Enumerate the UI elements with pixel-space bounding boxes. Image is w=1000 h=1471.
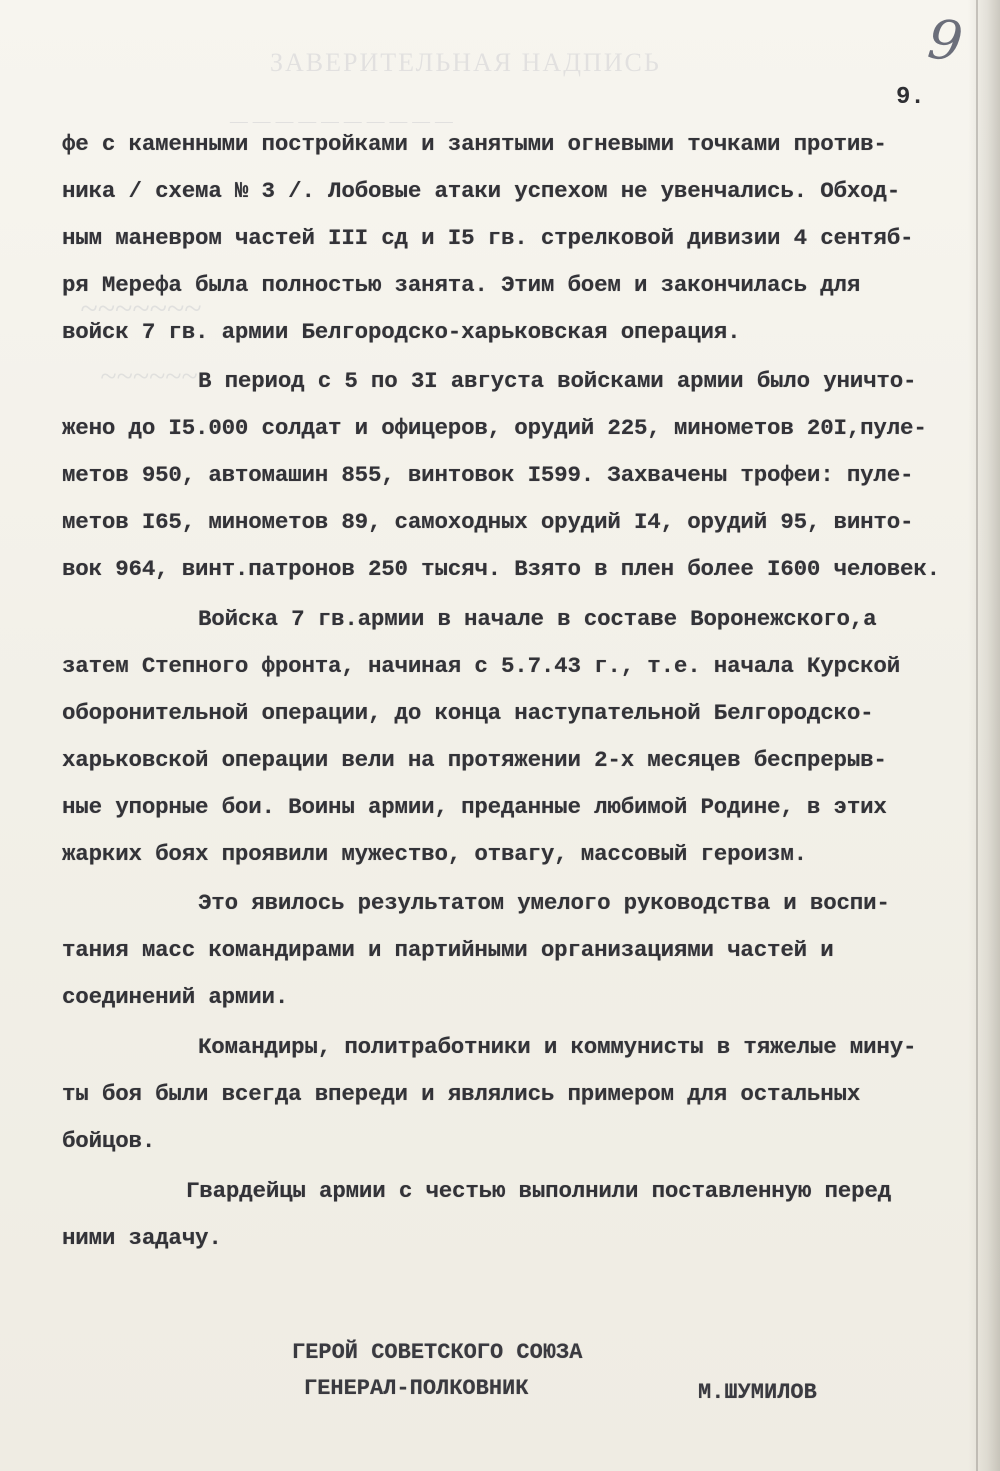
bleedthrough-line: — — — — — — — — — — — [230, 110, 453, 132]
signature-title-line1: ГЕРОЙ СОВЕТСКОГО СОЮЗА — [292, 1340, 583, 1365]
text-line: ника / схема № 3 /. Лобовые атаки успехом не увенчались. Обход- — [62, 178, 901, 204]
text-line: ные упорные бои. Воины армии, преданные любимой Родине, в этих — [62, 794, 887, 820]
text-line: войск 7 гв. армии Белгородско-харьковская операция. — [62, 319, 741, 345]
text-line: фе с каменными постройками и занятыми огневыми точками против- — [62, 131, 887, 157]
page-edge-shadow — [968, 0, 1000, 1471]
text-line: тания масс командирами и партийными организациями частей и — [62, 937, 834, 963]
text-line: жарких боях проявили мужество, отвагу, массовый героизм. — [62, 841, 807, 867]
signature-name: М.ШУМИЛОВ — [698, 1380, 817, 1405]
bleedthrough-handwriting: ~~~~~~ — [100, 360, 198, 393]
bleedthrough-stamp-title: ЗАВЕРИТЕЛЬНАЯ НАДПИСЬ — [270, 48, 661, 77]
signature-title-line2: ГЕНЕРАЛ-ПОЛКОВНИК — [304, 1376, 529, 1401]
text-line: Командиры, политработники и коммунисты в тяжелые мину- — [198, 1034, 917, 1060]
page-edge-line — [976, 0, 978, 1471]
text-line: метов 950, автомашин 855, винтовок I599. Захвачены трофеи: пуле- — [62, 462, 914, 488]
bleedthrough-handwriting: ~~~~~~~ — [80, 290, 202, 326]
text-line: метов I65, минометов 89, самоходных орудий I4, орудий 95, винто- — [62, 509, 914, 535]
text-line: оборонительной операции, до конца наступательной Белгородско- — [62, 700, 874, 726]
text-line: ря Мерефа была полностью занята. Этим боем и закончилась для — [62, 272, 861, 298]
text-line: Гвардейцы армии с честью выполнили поставленную перед — [186, 1178, 892, 1204]
text-line: затем Степного фронта, начиная с 5.7.43 г., т.е. начала Курской — [62, 653, 901, 679]
text-line: ними задачу. — [62, 1225, 222, 1251]
text-line: Войска 7 гв.армии в начале в составе Воронежского,а — [198, 606, 877, 632]
text-line: ным маневром частей III сд и I5 гв. стрелковой дивизии 4 сентяб- — [62, 225, 914, 251]
text-line: ты боя были всегда впереди и являлись примером для остальных — [62, 1081, 861, 1107]
handwritten-page-number: 9 — [924, 7, 966, 74]
text-line: Это явилось результатом умелого руководства и воспи- — [198, 890, 890, 916]
text-line: жено до I5.000 солдат и офицеров, орудий 225, минометов 20I,пуле- — [62, 415, 927, 441]
text-line: В период с 5 по 3I августа войсками армии было уничто- — [198, 368, 917, 394]
text-line: соединений армии. — [62, 984, 289, 1010]
typed-page-number: 9. — [896, 84, 925, 111]
text-line: харьковской операции вели на протяжении 2-х месяцев беспрерыв- — [62, 747, 887, 773]
text-line: бойцов. — [62, 1128, 156, 1154]
text-line: вок 964, винт.патронов 250 тысяч. Взято в плен более I600 человек. — [62, 556, 940, 582]
